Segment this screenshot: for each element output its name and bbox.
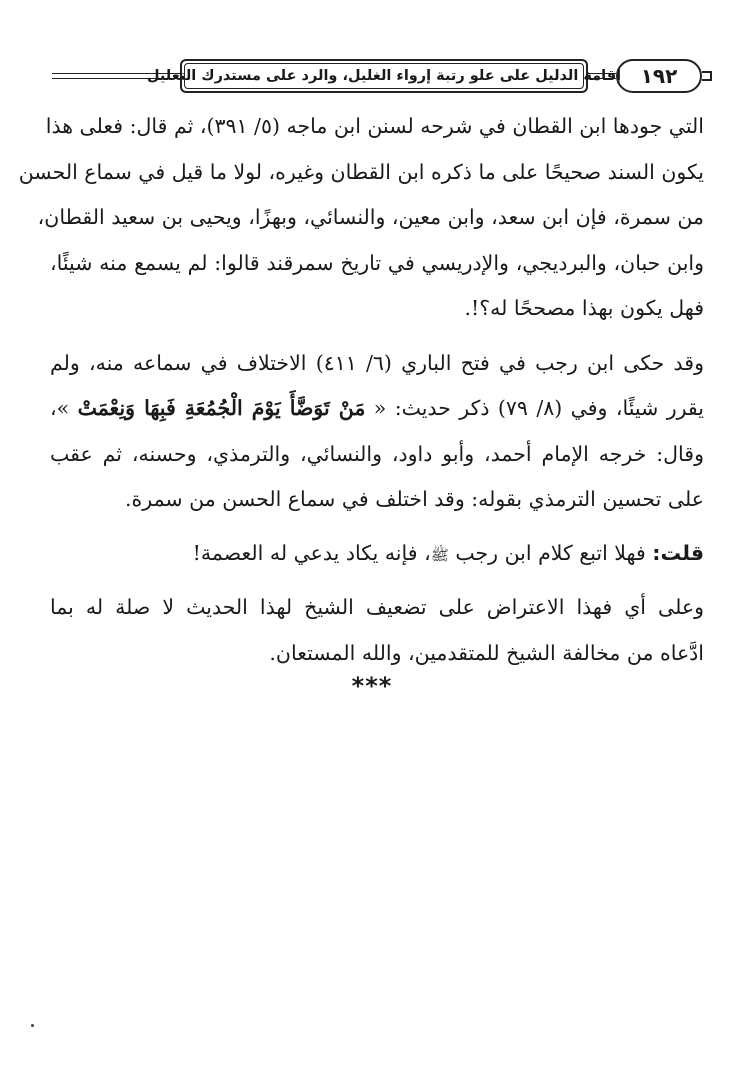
text-segment: ، فإنه يكاد يدعي له العصمة! bbox=[192, 540, 431, 565]
paragraph bbox=[50, 585, 704, 676]
text-line: فهل يكون بهذا مصححًا له؟!. bbox=[464, 296, 704, 320]
page-header bbox=[52, 55, 712, 99]
text-line bbox=[50, 531, 704, 579]
text-line: يكون السند صحيحًا على ما ذكره ابن القطان وغيره، لولا ما قيل في سماع الحسن bbox=[18, 159, 704, 184]
qult-label: قلت: bbox=[652, 540, 704, 565]
text-line: على تحسين الترمذي بقوله: وقد اختلف في سماع الحسن من سمرة. bbox=[125, 487, 704, 511]
text-line: ادَّعاه من مخالفة الشيخ للمتقدمين، والله المستعان. bbox=[269, 640, 704, 665]
text-line: وقال: خرجه الإمام أحمد، وأبو داود، والنسائي، والترمذي، وحسنه، ثم عقب bbox=[50, 441, 704, 466]
text-line: وقد حكى ابن رجب في فتح الباري (٦/ ٤١١) الاختلاف في سماعه منه، ولم bbox=[50, 350, 704, 375]
text-line: من سمرة، فإن ابن سعد، وابن معين، والنسائي، وبهزًا، ويحيى بن سعيد القطان، bbox=[37, 205, 704, 229]
page-number: ١٩٢ bbox=[616, 59, 702, 93]
hadith-quote: مَنْ تَوَضَّأَ يَوْمَ الْجُمُعَةِ فَبِهَا وَنِعْمَتْ bbox=[77, 396, 366, 420]
running-title: إقامة الدليل على علو رتبة إرواء الغليل، والرد على مستدرك التعليل bbox=[180, 59, 588, 93]
body-text bbox=[18, 104, 704, 676]
text-line bbox=[50, 386, 704, 432]
text-segment: فهلا اتبع كلام ابن رجب bbox=[448, 540, 653, 565]
honorific-glyph: ﷺ bbox=[430, 545, 449, 564]
text-line: التي جودها ابن القطان في شرحه لسنن ابن ماجه (٥/ ٣٩١)، ثم قال: فعلى هذا bbox=[45, 114, 704, 138]
paragraph bbox=[50, 341, 704, 523]
section-separator: *** bbox=[351, 672, 393, 700]
text-segment: »، bbox=[50, 396, 78, 420]
paragraph bbox=[18, 104, 704, 332]
scan-speck bbox=[31, 1024, 34, 1027]
text-line: وابن حبان، والبرديجي، والإدريسي في تاريخ سمرقند قالوا: لم يسمع منه شيئًا، bbox=[50, 250, 704, 275]
header-ornament bbox=[702, 71, 712, 81]
text-line: وعلى أي فهذا الاعتراض على تضعيف الشيخ لهذا الحديث لا صلة له بما bbox=[50, 595, 704, 619]
paragraph bbox=[50, 531, 704, 579]
text-segment: يقرر شيئًا، وفي (٨/ ٧٩) ذكر حديث: « bbox=[365, 396, 704, 420]
